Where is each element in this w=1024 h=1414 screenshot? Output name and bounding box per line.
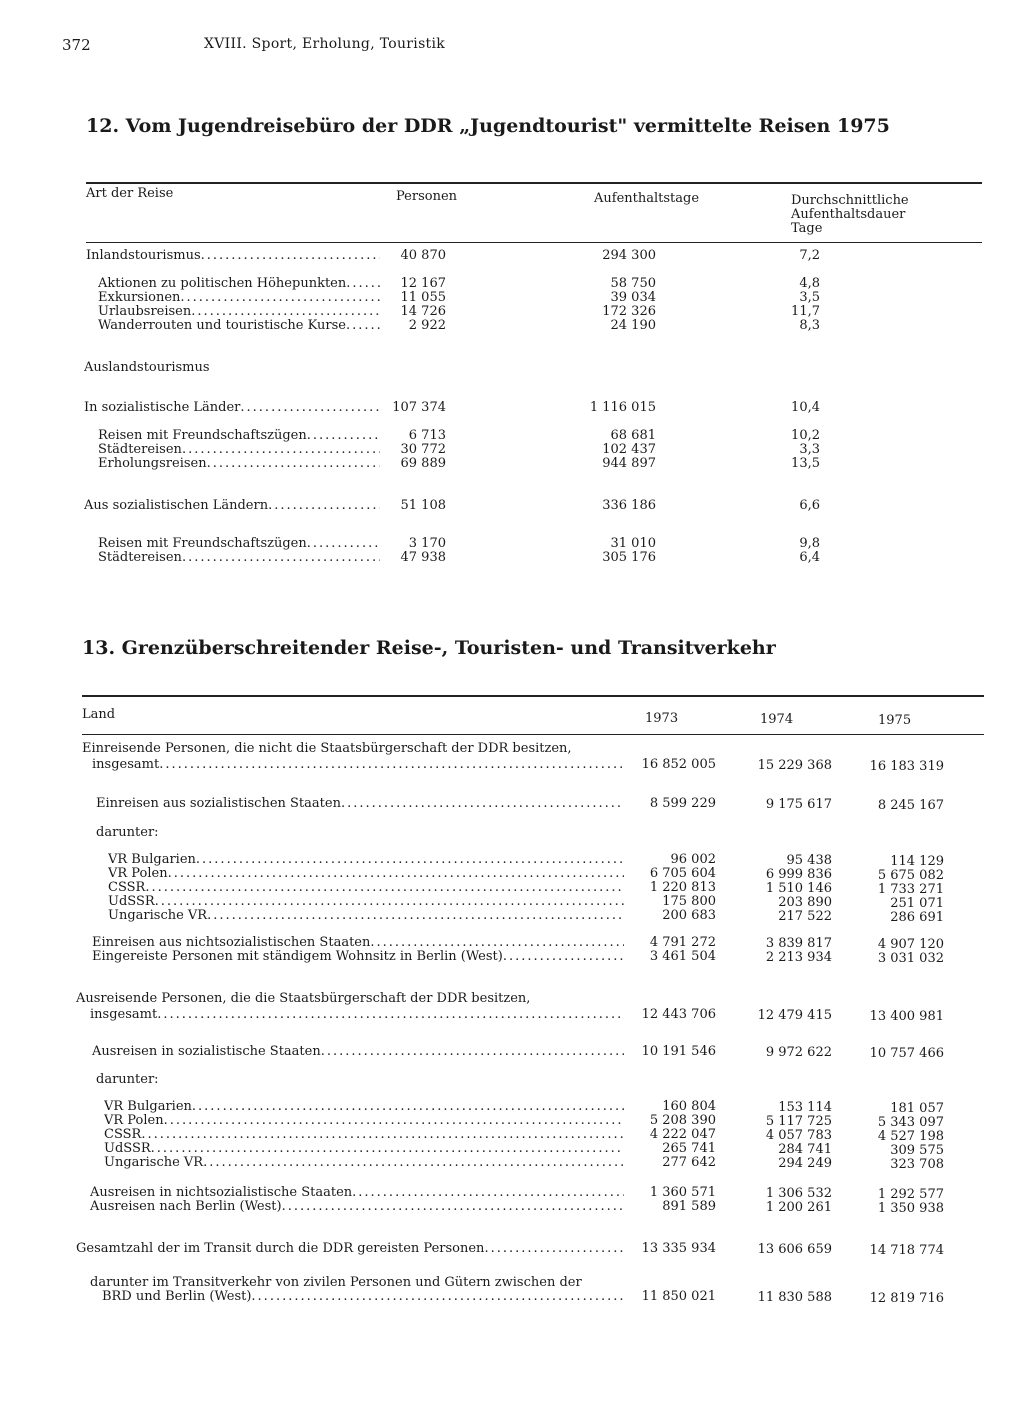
table13-row-label <box>108 895 624 909</box>
table12-cell-tage: 102 437 <box>602 442 656 457</box>
table13-row-label <box>76 1242 624 1256</box>
leader-dots <box>196 853 624 867</box>
table12-header-dauer-2: Aufenthaltsdauer <box>791 207 906 222</box>
table13-cell-1974: 6 999 836 <box>765 867 832 882</box>
row-label-text: Exkursionen <box>98 291 181 305</box>
table13-row-label <box>108 867 624 881</box>
leader-dots <box>321 1045 624 1059</box>
table12-header-personen: Personen <box>396 189 458 204</box>
row-label-text: Inlandstourismus <box>86 249 201 263</box>
row-label-text: Ausreisende Personen, die die Staatsbürgerschaft der DDR besitzen, <box>76 991 531 1006</box>
row-label-text: Ausreisen in nichtsozialistische Staaten <box>90 1186 353 1200</box>
table13-cell-1973: 12 443 706 <box>641 1007 716 1022</box>
table13-row-label <box>96 826 159 840</box>
table12-cell-dauer: 13,5 <box>791 456 820 471</box>
table13-cell-1975: 3 031 032 <box>877 951 944 966</box>
table13-cell-1975: 16 183 319 <box>869 759 944 774</box>
leader-dots <box>141 1128 624 1142</box>
table13-cell-1974: 9 175 617 <box>765 797 832 812</box>
table13-row-label <box>92 950 624 964</box>
table13-row-label <box>102 1290 624 1304</box>
leader-dots <box>155 895 624 909</box>
row-label-text: Eingereiste Personen mit ständigem Wohnsitz in Berlin (West) <box>92 950 503 964</box>
row-label-text: VR Polen <box>104 1114 164 1128</box>
table13-cell-1973: 175 800 <box>662 894 716 909</box>
table12-row-label <box>98 305 380 319</box>
table13-row-label <box>108 909 624 923</box>
table13-cell-1973: 3 461 504 <box>649 949 716 964</box>
table13-row-label <box>92 758 624 772</box>
table13-cell-1975: 10 757 466 <box>869 1046 944 1061</box>
table12-cell-personen: 2 922 <box>408 318 446 333</box>
table13-header-1974: 1974 <box>760 712 794 727</box>
table12-row-label <box>84 401 380 415</box>
table13-row-label <box>90 1008 624 1022</box>
table12-row-label <box>84 499 380 513</box>
table13-cell-1975: 8 245 167 <box>877 798 944 813</box>
table13-header-1975: 1975 <box>878 713 912 728</box>
table13-cell-1973: 6 705 604 <box>649 866 716 881</box>
row-label-text: ČSSR <box>108 881 146 895</box>
table13-cell-1974: 4 057 783 <box>765 1128 832 1143</box>
row-label-text: insgesamt <box>90 1008 158 1022</box>
table13-cell-1973: 4 222 047 <box>649 1127 716 1142</box>
table13-row-label <box>96 1073 159 1087</box>
row-label-text: BRD und Berlin (West) <box>102 1290 252 1304</box>
table13-cell-1974: 294 249 <box>778 1156 832 1171</box>
table13-row-label <box>104 1142 624 1156</box>
row-label-text: Reisen mit Freundschaftszügen <box>98 429 307 443</box>
table12-cell-tage: 24 190 <box>610 318 656 333</box>
table13-cell-1973: 1 360 571 <box>649 1185 716 1200</box>
leader-dots <box>168 867 624 881</box>
leader-dots <box>159 758 624 772</box>
row-label-text: darunter: <box>96 1072 159 1087</box>
table12-header-art: Art der Reise <box>86 186 174 201</box>
row-label-text: Auslandstourismus <box>84 360 210 375</box>
table13-cell-1974: 1 200 261 <box>765 1200 832 1215</box>
table13-cell-1975: 181 057 <box>890 1101 944 1116</box>
table13-cell-1975: 4 527 198 <box>877 1129 944 1144</box>
table13-row-label <box>82 742 572 756</box>
table12-cell-dauer: 10,4 <box>791 400 820 415</box>
row-label-text: Aus sozialistischen Ländern <box>84 499 269 513</box>
table13-cell-1975: 5 343 097 <box>877 1115 944 1130</box>
table13-row-label <box>76 992 530 1006</box>
table13-cell-1975: 323 708 <box>890 1157 944 1172</box>
table12-cell-personen: 30 772 <box>400 442 446 457</box>
leader-dots <box>341 797 624 811</box>
table13-cell-1974: 203 890 <box>778 895 832 910</box>
table12-cell-dauer: 7,2 <box>799 248 820 263</box>
row-label-text: Ausreisen in sozialistische Staaten <box>92 1045 321 1059</box>
table13-header-rule <box>82 734 984 735</box>
table13-header-1973: 1973 <box>645 711 679 726</box>
row-label-text: insgesamt <box>92 758 160 772</box>
row-label-text: Gesamtzahl der im Transit durch die DDR gereisten Personen <box>76 1242 485 1256</box>
leader-dots <box>352 1186 624 1200</box>
leader-dots <box>151 1142 624 1156</box>
table13-cell-1975: 13 400 981 <box>869 1009 944 1024</box>
table12-row-label <box>98 457 380 471</box>
table12-row-label <box>98 291 380 305</box>
table13-row-label <box>104 1156 624 1170</box>
table12-cell-personen: 3 170 <box>408 536 446 551</box>
table12-cell-personen: 40 870 <box>400 248 446 263</box>
table12-cell-personen: 107 374 <box>392 400 446 415</box>
table13-cell-1973: 8 599 229 <box>649 796 716 811</box>
table12-header-dauer-1: Durchschnittliche <box>791 193 909 208</box>
table12-row-label <box>98 277 380 291</box>
table12-row-label <box>98 429 380 443</box>
table13-cell-1974: 217 522 <box>778 909 832 924</box>
table12-row-label <box>86 249 380 263</box>
table12-cell-dauer: 6,6 <box>799 498 820 513</box>
table13-cell-1974: 1 510 146 <box>765 881 832 896</box>
table12-cell-personen: 11 055 <box>400 290 446 305</box>
leader-dots <box>484 1242 624 1256</box>
table13-row-label <box>90 1186 624 1200</box>
table13-cell-1974: 13 606 659 <box>757 1242 832 1257</box>
table12-cell-personen: 6 713 <box>408 428 446 443</box>
table13-cell-1973: 4 791 272 <box>649 935 716 950</box>
table12-cell-personen: 12 167 <box>400 276 446 291</box>
table13-row-label <box>96 797 624 811</box>
table12-header-rule <box>86 242 982 243</box>
table13-cell-1973: 13 335 934 <box>641 1241 716 1256</box>
leader-dots <box>203 1156 624 1170</box>
table12-cell-tage: 294 300 <box>602 248 656 263</box>
table13-title: 13. Grenzüberschreitender Reise-, Touristen- und Transitverkehr <box>82 637 776 659</box>
row-label-text: Reisen mit Freundschaftszügen <box>98 537 307 551</box>
table12-cell-dauer: 4,8 <box>799 276 820 291</box>
table13-cell-1973: 16 852 005 <box>641 757 716 772</box>
table13-cell-1974: 2 213 934 <box>765 950 832 965</box>
table13-cell-1975: 286 691 <box>890 910 944 925</box>
table12-cell-dauer: 6,4 <box>799 550 820 565</box>
table13-cell-1974: 153 114 <box>778 1100 832 1115</box>
row-label-text: Ausreisen nach Berlin (West) <box>90 1200 282 1214</box>
table12-cell-dauer: 9,8 <box>799 536 820 551</box>
table13-cell-1975: 1 292 577 <box>877 1187 944 1202</box>
row-label-text: VR Bulgarien <box>108 853 196 867</box>
leader-dots <box>370 936 624 950</box>
leader-dots <box>145 881 624 895</box>
table13-row-label <box>108 881 624 895</box>
table12-cell-dauer: 3,5 <box>799 290 820 305</box>
table12-cell-tage: 39 034 <box>610 290 656 305</box>
row-label-text: VR Polen <box>108 867 168 881</box>
row-label-text: Städtereisen <box>98 443 182 457</box>
table13-top-rule <box>82 695 984 697</box>
row-label-text: Städtereisen <box>98 551 182 565</box>
table12-cell-tage: 336 186 <box>602 498 656 513</box>
table13-row-label <box>104 1100 624 1114</box>
table12-cell-personen: 51 108 <box>400 498 446 513</box>
table12-cell-dauer: 10,2 <box>791 428 820 443</box>
table13-cell-1974: 5 117 725 <box>765 1114 832 1129</box>
table12-title: 12. Vom Jugendreisebüro der DDR „Jugendtourist" vermittelte Reisen 1975 <box>86 115 890 137</box>
table12-cell-tage: 58 750 <box>610 276 656 291</box>
table13-cell-1973: 891 589 <box>662 1199 716 1214</box>
table13-cell-1973: 277 642 <box>662 1155 716 1170</box>
table13-cell-1975: 114 129 <box>890 854 944 869</box>
table13-row-label <box>92 1045 624 1059</box>
table13-cell-1974: 3 839 817 <box>765 936 832 951</box>
table13-cell-1974: 9 972 622 <box>765 1045 832 1060</box>
table13-cell-1974: 15 229 368 <box>757 758 832 773</box>
table13-cell-1973: 1 220 813 <box>649 880 716 895</box>
table13-cell-1973: 265 741 <box>662 1141 716 1156</box>
table13-cell-1973: 160 804 <box>662 1099 716 1114</box>
table13-cell-1974: 12 479 415 <box>757 1008 832 1023</box>
leader-dots <box>251 1290 624 1304</box>
table13-cell-1975: 14 718 774 <box>869 1243 944 1258</box>
leader-dots <box>157 1008 624 1022</box>
row-label-text: ČSSR <box>104 1128 142 1142</box>
table13-cell-1973: 96 002 <box>670 852 716 867</box>
table13-cell-1975: 309 575 <box>890 1143 944 1158</box>
table13-row-label <box>92 936 624 950</box>
row-label-text: UdSSR <box>104 1142 151 1156</box>
table12-cell-personen: 14 726 <box>400 304 446 319</box>
row-label-text: Ungarische VR <box>108 909 208 923</box>
row-label-text: darunter im Transitverkehr von zivilen Personen und Gütern zwischen der <box>90 1275 582 1290</box>
section-title: XVIII. Sport, Erholung, Touristik <box>204 36 446 52</box>
table12-cell-personen: 69 889 <box>400 456 446 471</box>
row-label-text: Erholungsreisen <box>98 457 207 471</box>
table13-row-label <box>104 1128 624 1142</box>
row-label-text: darunter: <box>96 825 159 840</box>
table13-cell-1974: 1 306 532 <box>765 1186 832 1201</box>
row-label-text: Einreisen aus sozialistischen Staaten <box>96 797 341 811</box>
table12-cell-dauer: 11,7 <box>791 304 820 319</box>
row-label-text: Aktionen zu politischen Höhepunkten <box>98 277 347 291</box>
row-label-text: Wanderrouten und touristische Kurse <box>98 319 346 333</box>
table12-header-dauer-3: Tage <box>791 221 823 236</box>
table13-cell-1975: 1 350 938 <box>877 1201 944 1216</box>
table12-cell-tage: 31 010 <box>610 536 656 551</box>
row-label-text: Einreisen aus nichtsozialistischen Staaten <box>92 936 371 950</box>
table13-cell-1974: 284 741 <box>778 1142 832 1157</box>
table12-row-label <box>84 361 210 375</box>
table12-row-label <box>98 443 380 457</box>
table13-cell-1975: 4 907 120 <box>877 937 944 952</box>
leader-dots <box>164 1114 624 1128</box>
row-label-text: Urlaubsreisen <box>98 305 192 319</box>
table12-cell-dauer: 3,3 <box>799 442 820 457</box>
table13-row-label <box>90 1276 582 1290</box>
table12-cell-dauer: 8,3 <box>799 318 820 333</box>
table13-cell-1973: 10 191 546 <box>641 1044 716 1059</box>
table12-row-label <box>98 551 380 565</box>
table12-cell-tage: 1 116 015 <box>589 400 656 415</box>
table13-cell-1975: 1 733 271 <box>877 882 944 897</box>
page-number: 372 <box>62 36 91 54</box>
table13-cell-1973: 11 850 021 <box>641 1289 716 1304</box>
table12-row-label <box>98 537 380 551</box>
table12-cell-tage: 944 897 <box>602 456 656 471</box>
leader-dots <box>207 909 624 923</box>
table13-cell-1974: 11 830 588 <box>757 1290 832 1305</box>
leader-dots <box>192 1100 624 1114</box>
leader-dots <box>282 1200 624 1214</box>
table12-top-rule <box>86 182 982 184</box>
table12-cell-tage: 305 176 <box>602 550 656 565</box>
table13-row-label <box>90 1200 624 1214</box>
table13-cell-1975: 251 071 <box>890 896 944 911</box>
row-label-text: Einreisende Personen, die nicht die Staatsbürgerschaft der DDR besitzen, <box>82 741 572 756</box>
table12-cell-tage: 172 326 <box>602 304 656 319</box>
table12-header-aufenthaltstage: Aufenthaltstage <box>594 191 700 206</box>
row-label-text: Ungarische VR <box>104 1156 204 1170</box>
table13-cell-1973: 200 683 <box>662 908 716 923</box>
table13-header-land: Land <box>82 707 116 722</box>
table13-row-label <box>104 1114 624 1128</box>
table12-cell-tage: 68 681 <box>610 428 656 443</box>
table13-cell-1975: 5 675 082 <box>877 868 944 883</box>
table12-row-label <box>98 319 380 333</box>
table13-cell-1973: 5 208 390 <box>649 1113 716 1128</box>
row-label-text: UdSSR <box>108 895 155 909</box>
row-label-text: In sozialistische Länder <box>84 401 241 415</box>
table13-row-label <box>108 853 624 867</box>
table13-cell-1975: 12 819 716 <box>869 1291 944 1306</box>
row-label-text: VR Bulgarien <box>104 1100 192 1114</box>
table13-cell-1974: 95 438 <box>786 853 832 868</box>
table12-cell-personen: 47 938 <box>400 550 446 565</box>
